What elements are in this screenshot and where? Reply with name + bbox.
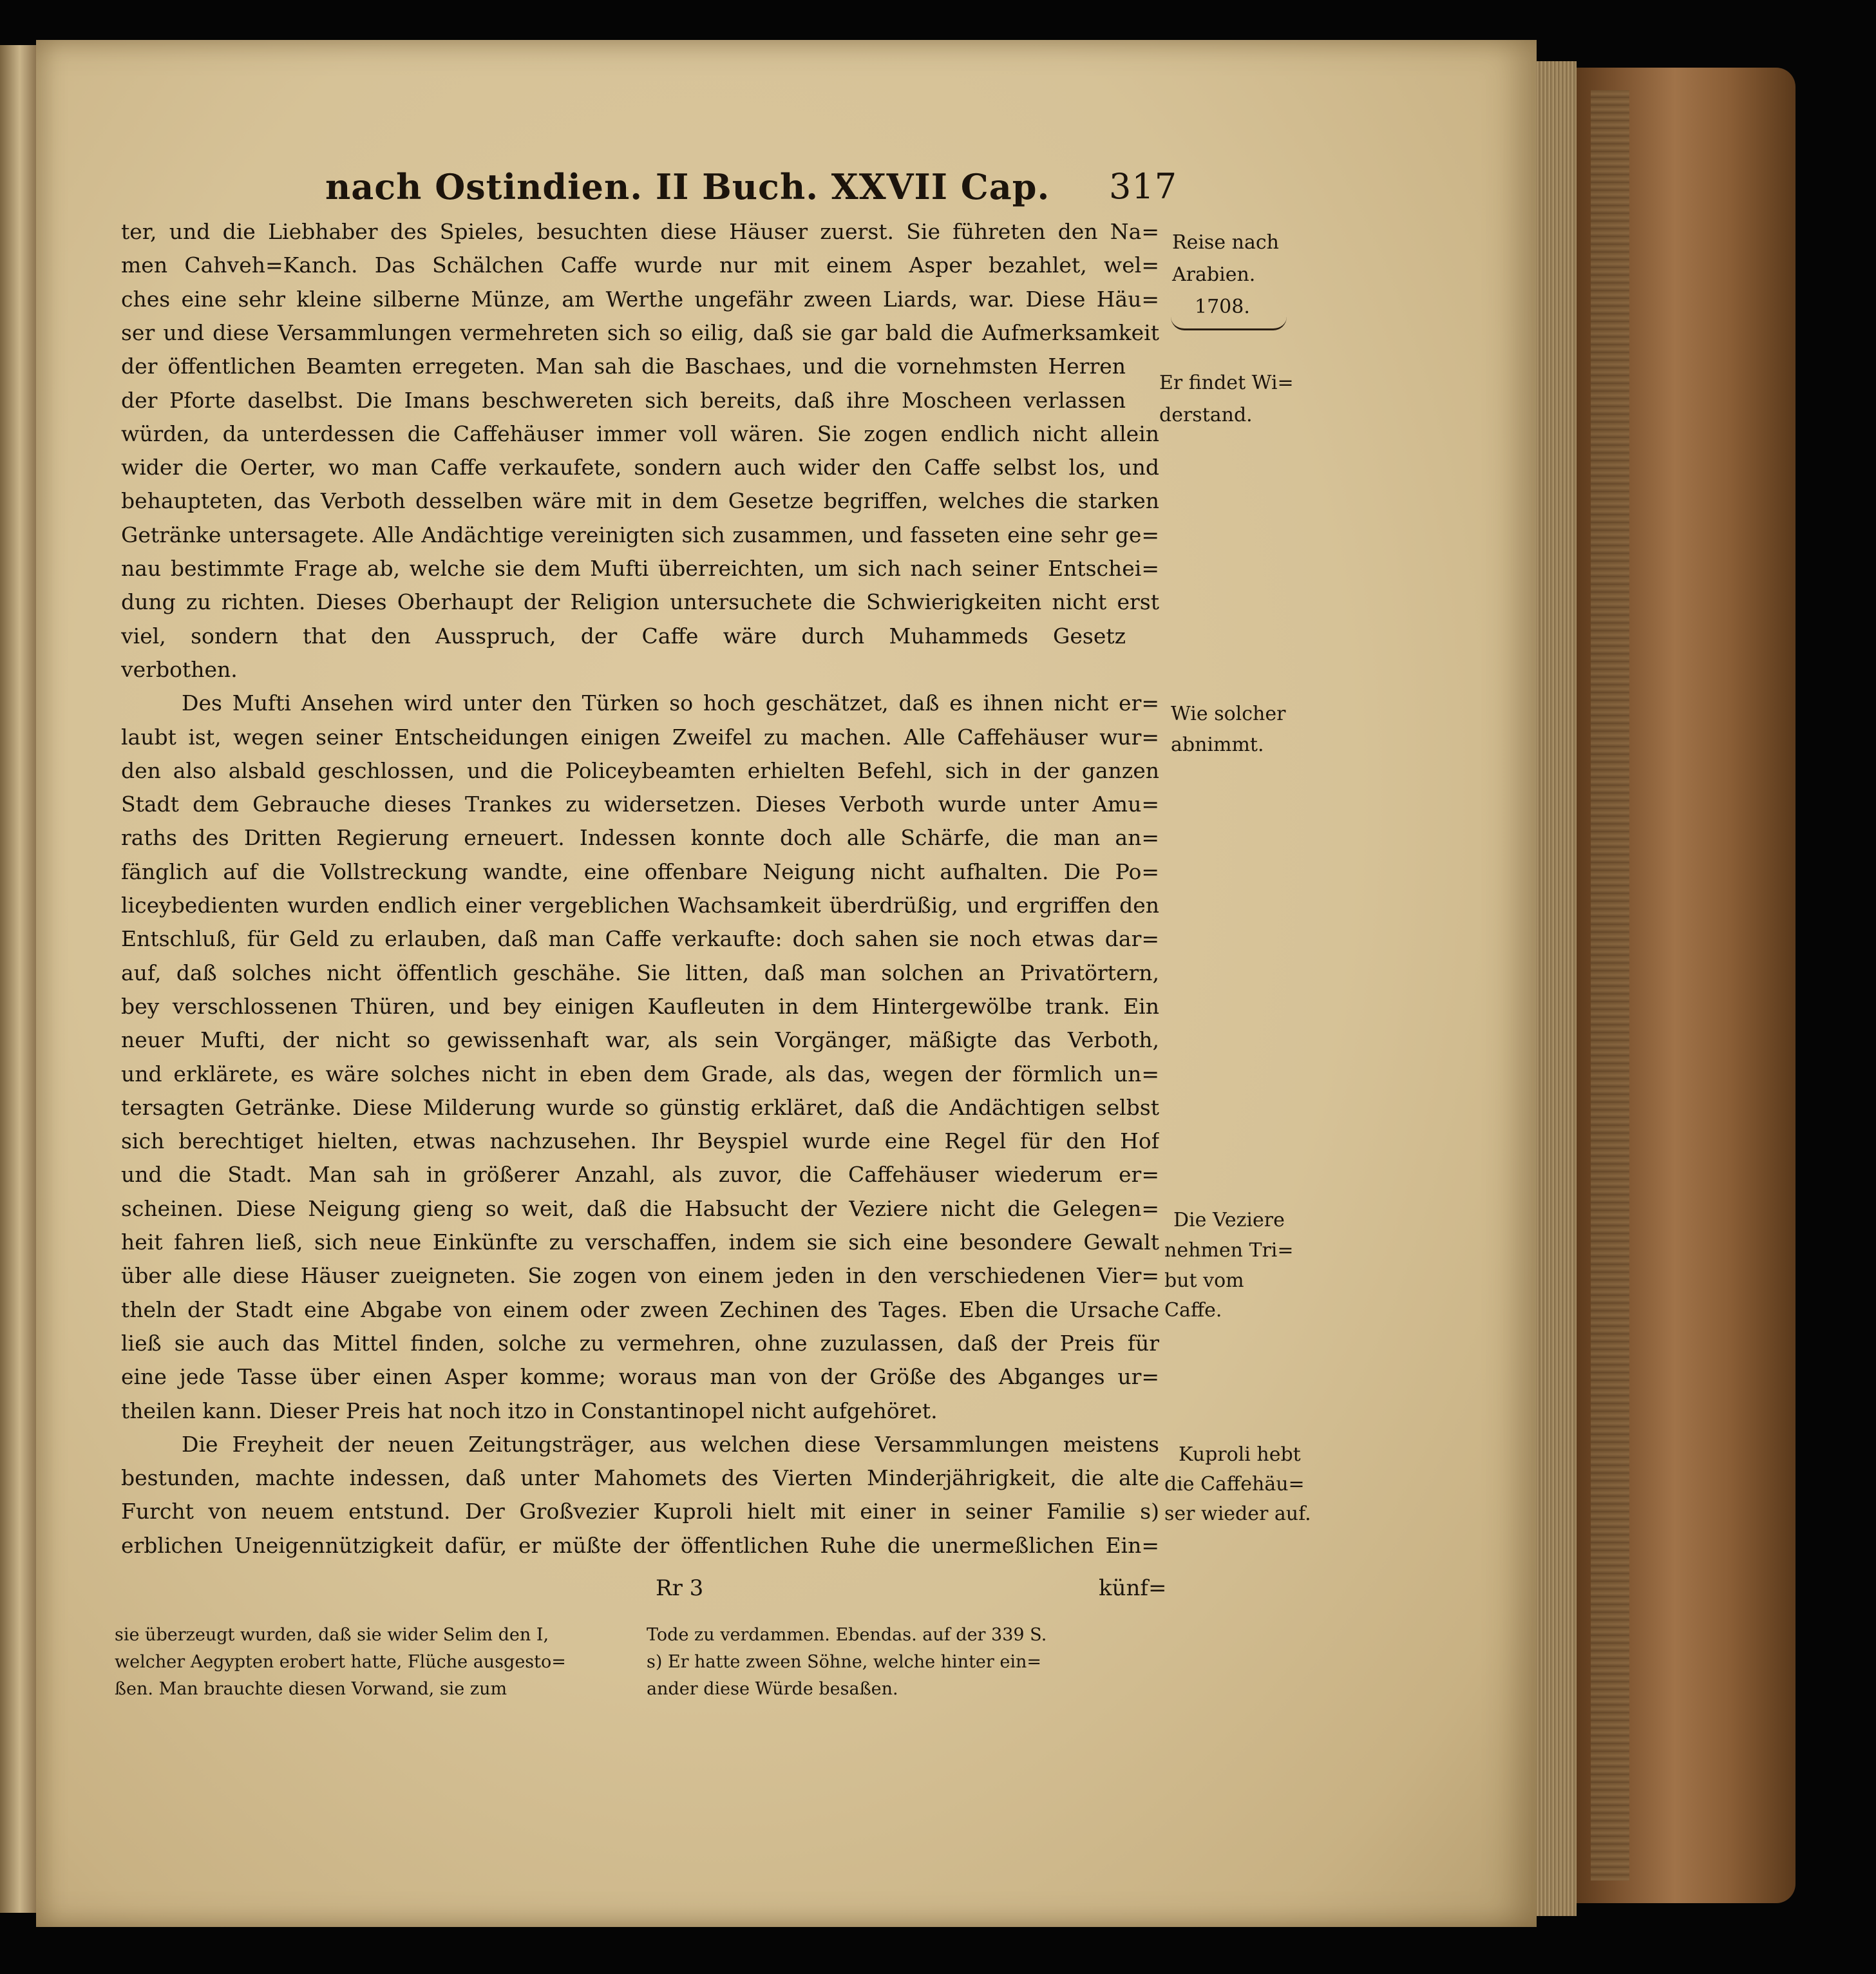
footnote-right-line-3: ander diese Würde besaßen. <box>647 1679 898 1699</box>
margin-note-2-line-2: derstand. <box>1159 404 1253 426</box>
footnote-left-line-2: welcher Aegypten erobert hatte, Flüche ausgesto= <box>115 1652 566 1672</box>
catchword: künf= <box>1099 1575 1167 1601</box>
footnote-left-line-3: ßen. Man brauchte diesen Vorwand, sie zum <box>115 1679 507 1699</box>
body-line: Furcht von neuem entstund. Der Großvezier Kuproli hielt mit einer in seiner Familie s) <box>121 1499 1159 1524</box>
body-line: verbothen. <box>121 657 238 682</box>
margin-note-5-line-3: ser wieder auf. <box>1164 1503 1311 1525</box>
margin-note-4-line-2: nehmen Tri= <box>1164 1239 1294 1262</box>
body-line: theln der Stadt eine Abgabe von einem oder zween Zechinen des Tages. Eben die Ursache <box>121 1297 1159 1322</box>
margin-note-1-line-3: 1708. <box>1195 296 1250 318</box>
body-line: heit fahren ließ, sich neue Einkünfte zu verschaffen, indem sie sich eine besondere Gewalt <box>121 1229 1159 1255</box>
margin-note-1-line-1: Reise nach <box>1172 231 1279 254</box>
body-line: eine jede Tasse über einen Asper komme; woraus man von der Größe des Abganges ur= <box>121 1364 1159 1389</box>
margin-note-5-line-1: Kuproli hebt <box>1179 1443 1301 1466</box>
body-line: der Pforte daselbst. Die Imans beschwereten sich bereits, daß ihre Moscheen verlassen <box>121 388 1126 413</box>
footnote-right-line-2: s) Er hatte zween Söhne, welche hinter ein= <box>647 1652 1042 1672</box>
body-line: behaupteten, das Verboth desselben wäre mit in dem Gesetze begriffen, welches die starken <box>121 488 1159 513</box>
body-line: der öffentlichen Beamten erregeten. Man sah die Baschaes, und die vornehmsten Herren <box>121 354 1126 379</box>
footnote-right-line-1: Tode zu verdammen. Ebendas. auf der 339 S. <box>647 1625 1047 1645</box>
body-line: bey verschlossenen Thüren, und bey einigen Kaufleuten in dem Hintergewölbe trank. Ein <box>121 994 1159 1019</box>
body-line: Stadt dem Gebrauche dieses Trankes zu widersetzen. Dieses Verboth wurde unter Amu= <box>121 792 1159 817</box>
footnote-left-line-1: sie überzeugt wurden, daß sie wider Selim den I, <box>115 1625 549 1645</box>
body-line: ser und diese Versammlungen vermehreten sich so eilig, daß sie gar bald die Aufmerksamkeit <box>121 320 1159 345</box>
body-line: den also alsbald geschlossen, und die Policeybeamten erhielten Befehl, sich in der ganzen <box>121 758 1159 783</box>
body-line: auf, daß solches nicht öffentlich geschähe. Sie litten, daß man solchen an Privatörtern, <box>121 960 1159 985</box>
body-line: sich berechtiget hielten, etwas nachzusehen. Ihr Beyspiel wurde eine Regel für den Hof <box>121 1128 1159 1153</box>
margin-note-2-line-1: Er findet Wi= <box>1159 372 1294 394</box>
body-line: bestunden, machte indessen, daß unter Mahomets des Vierten Minderjährigkeit, die alte <box>121 1465 1159 1490</box>
body-line: erblichen Uneigennützigkeit dafür, er müßte der öffentlichen Ruhe die unermeßlichen Ein= <box>121 1533 1159 1558</box>
body-line: ließ sie auch das Mittel finden, solche zu vermehren, ohne zuzulassen, daß der Preis für <box>121 1331 1159 1356</box>
running-title: nach Ostindien. II Buch. XXVII Cap. <box>325 166 1050 207</box>
margin-note-1-line-2: Arabien. <box>1172 263 1256 286</box>
signature-mark: Rr 3 <box>656 1575 704 1601</box>
page-edges <box>1537 61 1577 1916</box>
body-line: scheinen. Diese Neigung gieng so weit, daß die Habsucht der Veziere nicht die Gelegen= <box>121 1196 1159 1221</box>
body-line: men Cahveh=Kanch. Das Schälchen Caffe wurde nur mit einem Asper bezahlet, wel= <box>121 252 1159 278</box>
body-line: dung zu richten. Dieses Oberhaupt der Religion untersuchete die Schwierigkeiten nicht erst <box>121 589 1159 614</box>
body-line: laubt ist, wegen seiner Entscheidungen einigen Zweifel zu machen. Alle Caffehäuser wur= <box>121 725 1159 750</box>
body-line: raths des Dritten Regierung erneuert. Indessen konnte doch alle Schärfe, die man an= <box>121 825 1159 850</box>
body-line: über alle diese Häuser zueigneten. Sie zogen von einem jeden in den verschiedenen Vier= <box>121 1263 1159 1288</box>
body-line: ter, und die Liebhaber des Spieles, besuchten diese Häuser zuerst. Sie führeten den Na= <box>121 219 1159 244</box>
margin-note-3-line-2: abnimmt. <box>1171 734 1264 756</box>
body-line: würden, da unterdessen die Caffehäuser immer voll wären. Sie zogen endlich nicht allein <box>121 421 1159 446</box>
body-line: tersagten Getränke. Diese Milderung wurde so günstig erkläret, daß die Andächtigen selbst <box>121 1095 1159 1120</box>
body-line: ches eine sehr kleine silberne Münze, am Werthe ungefähr zween Liards, war. Diese Häu= <box>121 287 1159 312</box>
margin-note-4-line-3: but vom <box>1164 1269 1244 1292</box>
page-number: 317 <box>1109 166 1178 207</box>
body-line: viel, sondern that den Ausspruch, der Caffe wäre durch Muhammeds Gesetz <box>121 623 1126 649</box>
body-line: theilen kann. Dieser Preis hat noch itzo in Constantinopel nicht aufgehöret. <box>121 1398 938 1423</box>
body-line: wider die Oerter, wo man Caffe verkaufete, sondern auch wider den Caffe selbst los, und <box>121 455 1159 480</box>
margin-note-4-line-1: Die Veziere <box>1173 1209 1285 1231</box>
body-line: liceybedienten wurden endlich einer vergeblichen Wachsamkeit überdrüßig, und ergriffen den <box>121 893 1159 918</box>
body-line: neuer Mufti, der nicht so gewissenhaft war, als sein Vorgänger, mäßigte das Verboth, <box>121 1027 1159 1052</box>
body-line: fänglich auf die Vollstreckung wandte, eine offenbare Neigung nicht aufhalten. Die Po= <box>121 859 1159 884</box>
book-cover-texture <box>1591 90 1629 1881</box>
margin-brace <box>1171 317 1287 330</box>
body-line: Die Freyheit der neuen Zeitungsträger, aus welchen diese Versammlungen meistens <box>182 1432 1159 1457</box>
body-line: nau bestimmte Frage ab, welche sie dem Mufti überreichten, um sich nach seiner Entschei= <box>121 556 1159 581</box>
body-line: und erklärete, es wäre solches nicht in eben dem Grade, als das, wegen der förmlich un= <box>121 1061 1159 1087</box>
body-line: Des Mufti Ansehen wird unter den Türken so hoch geschätzet, daß es ihnen nicht er= <box>182 690 1159 716</box>
body-line: Getränke untersagete. Alle Andächtige vereinigten sich zusammen, und fasseten eine sehr ge= <box>121 522 1159 547</box>
margin-note-5-line-2: die Caffehäu= <box>1164 1473 1305 1495</box>
previous-page-edge <box>0 45 38 1913</box>
body-line: Entschluß, für Geld zu erlauben, daß man Caffe verkaufte: doch sahen sie noch etwas dar= <box>121 926 1159 951</box>
body-line: und die Stadt. Man sah in größerer Anzahl, als zuvor, die Caffehäuser wiederum er= <box>121 1162 1159 1187</box>
margin-note-4-line-4: Caffe. <box>1164 1299 1222 1322</box>
margin-note-3-line-1: Wie solcher <box>1171 703 1286 725</box>
